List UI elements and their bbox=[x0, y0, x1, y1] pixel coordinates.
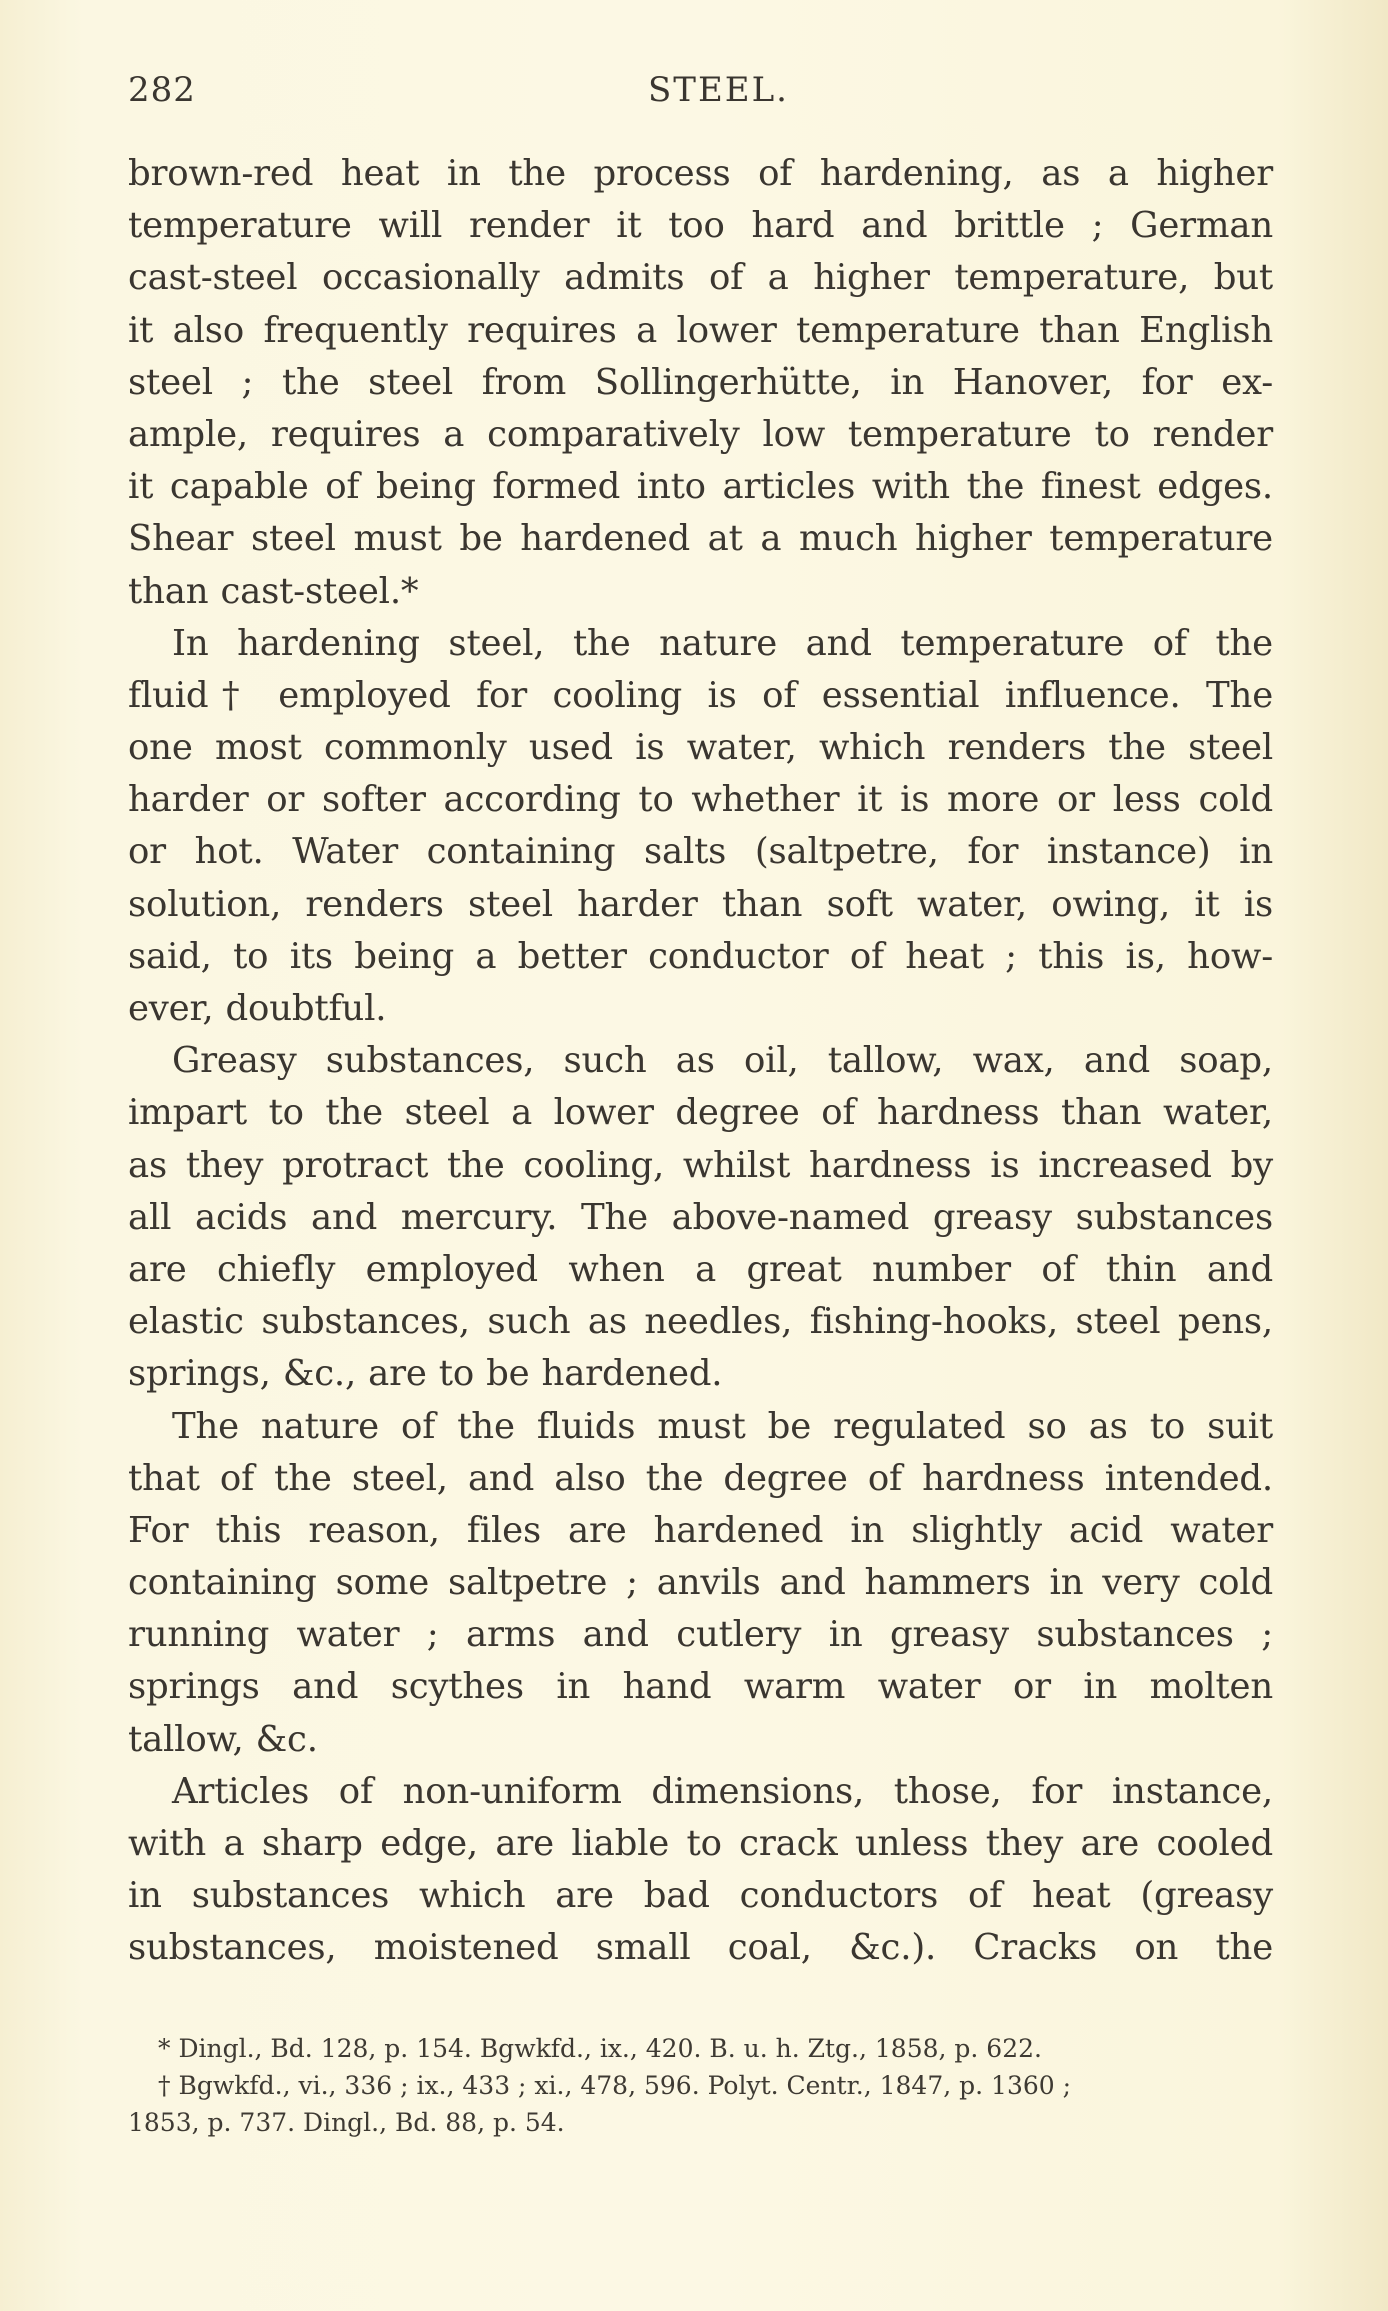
text-line: Shear steel must be hardened at a much higher temperature bbox=[128, 518, 1273, 560]
text-line: For this reason, files are hardened in slightly acid water bbox=[128, 1509, 1273, 1551]
text-line: temperature will render it too hard and brittle ; German bbox=[128, 205, 1273, 247]
page-number: 282 bbox=[128, 70, 196, 110]
text-line: ever, doubtful. bbox=[128, 988, 387, 1029]
paragraph bbox=[128, 148, 1273, 618]
text-line: tallow, &c. bbox=[128, 1718, 318, 1760]
text-line: are chiefly employed when a great number of thin and bbox=[128, 1248, 1273, 1290]
paragraph bbox=[128, 618, 1273, 1036]
text-line: ample, requires a comparatively low temperature to render bbox=[128, 413, 1273, 455]
text-line: or hot. Water containing salts (saltpetre, for instance) in bbox=[128, 831, 1273, 873]
text-line: steel ; the steel from Sollingerhütte, in Hanover, for ex- bbox=[128, 361, 1273, 403]
paragraph bbox=[128, 1401, 1273, 1766]
text-line: it capable of being formed into articles with the finest edges. bbox=[128, 466, 1273, 508]
footnote-asterisk: * Dingl., Bd. 128, p. 154. Bgwkfd., ix., 420. B. u. h. Ztg., 1858, p. 622. bbox=[158, 2034, 1042, 2063]
text-line: one most commonly used is water, which renders the steel bbox=[128, 727, 1273, 769]
paragraph bbox=[128, 1766, 1273, 1975]
text-line: solution, renders steel harder than soft water, owing, it is bbox=[128, 883, 1273, 925]
text-line: brown-red heat in the process of hardening, as a higher bbox=[128, 153, 1273, 194]
text-line: The nature of the fluids must be regulated so as to suit bbox=[172, 1405, 1273, 1447]
text-line: Articles of non-uniform dimensions, those, for instance, bbox=[172, 1770, 1273, 1812]
running-head bbox=[128, 70, 1273, 120]
text-line: fluid† employed for cooling is of essential influence. The bbox=[128, 674, 1273, 716]
text-line: impart to the steel a lower degree of hardness than water, bbox=[128, 1092, 1273, 1134]
paragraph bbox=[128, 1035, 1273, 1400]
text-line: said, to its being a better conductor of heat ; this is, how- bbox=[128, 935, 1273, 977]
text-line: in substances which are bad conductors of heat (greasy bbox=[128, 1875, 1273, 1917]
text-line: In hardening steel, the nature and temperature of the bbox=[172, 622, 1273, 664]
text-line: harder or softer according to whether it is more or less cold bbox=[128, 779, 1273, 821]
text-line: containing some saltpetre ; anvils and hammers in very cold bbox=[128, 1562, 1273, 1604]
body-text bbox=[128, 148, 1273, 1975]
text-line: than cast-steel.* bbox=[128, 570, 419, 612]
text-line: all acids and mercury. The above-named greasy substances bbox=[128, 1196, 1273, 1238]
text-line: it also frequently requires a lower temperature than English bbox=[128, 309, 1273, 351]
text-line: springs and scythes in hand warm water or in molten bbox=[128, 1666, 1273, 1708]
text-line: as they protract the cooling, whilst hardness is increased by bbox=[128, 1144, 1273, 1186]
text-line: elastic substances, such as needles, fishing-hooks, steel pens, bbox=[128, 1301, 1273, 1343]
text-line: substances, moistened small coal, &c.). Cracks on the bbox=[128, 1927, 1273, 1969]
footnote-dagger: † Bgwkfd., vi., 336 ; ix., 433 ; xi., 478, 596. Polyt. Centr., 1847, p. 1360 ; bbox=[158, 2071, 1072, 2100]
text-line: with a sharp edge, are liable to crack unless they are cooled bbox=[128, 1823, 1273, 1864]
text-line: that of the steel, and also the degree of hardness intended. bbox=[128, 1457, 1273, 1499]
text-line: Greasy substances, such as oil, tallow, wax, and soap, bbox=[172, 1040, 1273, 1082]
running-title: STEEL. bbox=[648, 70, 789, 110]
text-line: cast-steel occasionally admits of a higher temperature, but bbox=[128, 257, 1273, 299]
text-line: running water ; arms and cutlery in greasy substances ; bbox=[128, 1614, 1273, 1656]
text-line: springs, &c., are to be hardened. bbox=[128, 1353, 723, 1395]
footnotes bbox=[128, 2030, 1273, 2141]
footnote-dagger-continued: 1853, p. 737. Dingl., Bd. 88, p. 54. bbox=[128, 2108, 565, 2137]
